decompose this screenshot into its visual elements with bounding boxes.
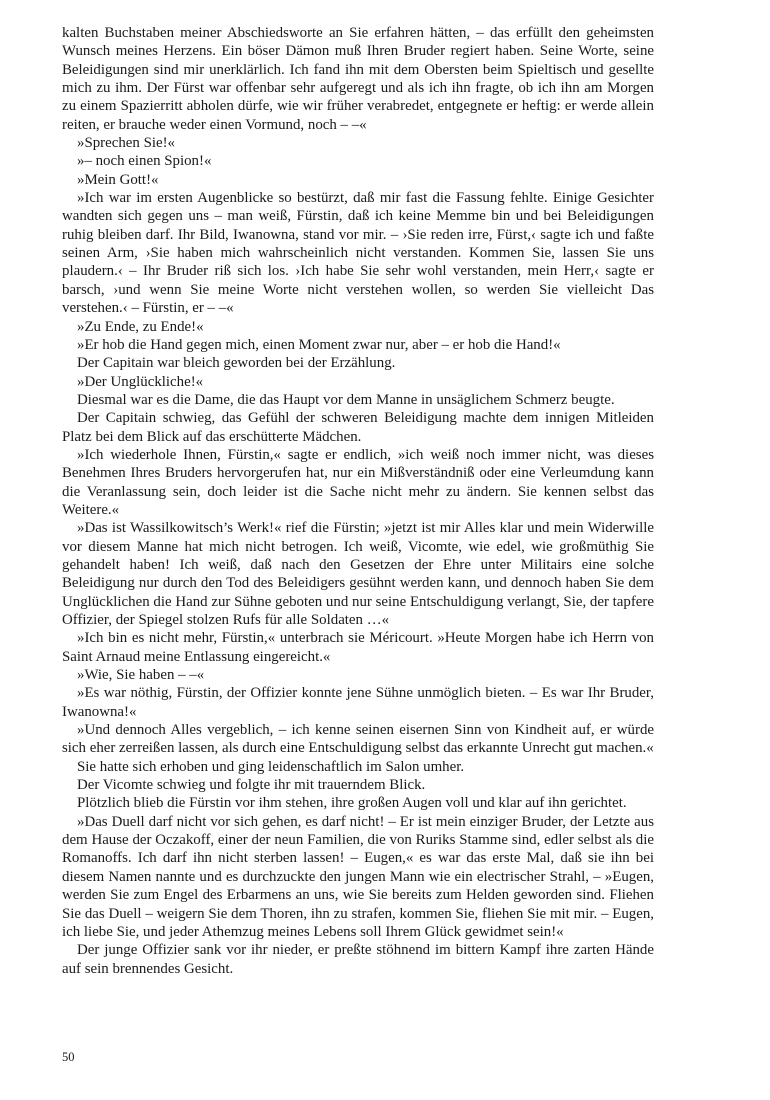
paragraph: »Zu Ende, zu Ende!« bbox=[77, 318, 204, 335]
paragraph: Sie hatte sich erhoben und ging leidenschaftlich im Salon umher. bbox=[77, 758, 465, 775]
paragraph: »Das Duell darf nicht vor sich gehen, es darf nicht! – Er ist mein einziger Bruder, der Letzte aus dem Hause der Oczakoff, einer der neun Familien, die von Ruriks Stamme sind, edler selbst als die Romanoffs. Ich darf ihn nicht sterben lassen! – Eugen,« es war das erste Mal, daß sie ihn bei diesem Namen nannte und es durchzuckte den jungen Mann wie ein electrischer Strahl, – »Eugen, werden Sie zum Engel des Erbarmens an uns, wie Sie bereits zum Helden geworden sind. Fliehen Sie das Duell – weigern Sie dem Thoren, ihn zu strafen, kommen Sie, fliehen Sie mit mir. – Eugen, ich liebe Sie, und jeder Athemzug meines Lebens soll Ihrem Glück gewidmet sein!« bbox=[62, 813, 654, 940]
paragraph: »Und dennoch Alles vergeblich, – ich kenne seinen eisernen Sinn von Kindheit auf, er würde sich eher zerreißen lassen, als durch eine Entschuldigung selbst das erkannte Unrecht gut machen.« bbox=[62, 722, 654, 757]
paragraph: »Es war nöthig, Fürstin, der Offizier konnte jene Sühne unmöglich bieten. – Es war Ihr Bruder, Iwanowna!« bbox=[62, 685, 654, 720]
paragraph: »– noch einen Spion!« bbox=[77, 153, 212, 170]
page-body bbox=[62, 24, 654, 978]
paragraph: Der Capitain schwieg, das Gefühl der schweren Beleidigung machte dem innigen Mitleiden Platz bei dem Blick auf das erschütterte Mädchen. bbox=[62, 410, 654, 445]
paragraph: »Ich wiederhole Ihnen, Fürstin,« sagte er endlich, »ich weiß noch immer nicht, was dieses Benehmen Ihres Bruders hervorgerufen hat, nur ein Mißverständniß oder eine Verleumdung kann die Veranlassung sein, doch leider ist die Sache nicht mehr zu ändern. Sie kennen selbst das Weitere.« bbox=[62, 446, 654, 518]
paragraph: Der Capitain war bleich geworden bei der Erzählung. bbox=[77, 355, 396, 372]
paragraph: »Wie, Sie haben – –« bbox=[77, 667, 205, 684]
paragraph: »Ich bin es nicht mehr, Fürstin,« unterbrach sie Méricourt. »Heute Morgen habe ich Herrn von Saint Arnaud meine Entlassung eingereicht.« bbox=[62, 630, 654, 665]
paragraph: »Das ist Wassilkowitsch’s Werk!« rief die Fürstin; »jetzt ist mir Alles klar und mein Widerwille vor diesem Manne hat mich nicht betrogen. Ich weiß, Vicomte, wie edel, wie großmüthig Sie gehandelt haben! Ich weiß, daß nach den Gesetzen der Ehre unter Militairs eine solche Beleidigung nur durch den Tod des Beleidigers gesühnt werden kann, und dennoch haben Sie dem Unglücklichen die Hand zur Sühne geboten und nur seine Entschuldigung verlangt, Sie, der tapfere Offizier, der Spiegel stolzen Rufs für alle Soldaten …« bbox=[62, 520, 654, 628]
paragraph: Der junge Offizier sank vor ihr nieder, er preßte stöhnend im bittern Kampf ihre zarten Hände auf sein brennendes Gesicht. bbox=[62, 942, 654, 977]
page-number: 50 bbox=[62, 1050, 75, 1064]
paragraph: »Ich war im ersten Augenblicke so bestürzt, daß mir fast die Fassung fehlte. Einige Gesichter wandten sich gegen uns – man weiß, Fürstin, daß ich keine Memme bin und bei Beleidigungen ruhig bleiben darf. Ihr Bild, Iwanowna, stand vor mir. – ›Sie reden irre, Fürst,‹ sagte ich und faßte seinen Arm, ›Sie haben mich wahrscheinlich nicht verstanden. Kommen Sie, lassen Sie uns plaudern.‹ – Ihr Bruder riß sich los. ›Ich habe Sie sehr wohl verstanden, mein Herr,‹ sagte er barsch, ›und wenn Sie meine Worte nicht verstehen wollen, so werden Sie vielleicht Das verstehen.‹ – Fürstin, er – –« bbox=[62, 190, 654, 317]
paragraph: Plötzlich blieb die Fürstin vor ihm stehen, ihre großen Augen voll und klar auf ihn gerichtet. bbox=[77, 795, 627, 812]
paragraph: »Der Unglückliche!« bbox=[77, 373, 204, 390]
paragraph: »Mein Gott!« bbox=[77, 171, 159, 188]
paragraph: Diesmal war es die Dame, die das Haupt vor dem Manne in unsäglichem Schmerz beugte. bbox=[77, 391, 615, 408]
paragraph: Der Vicomte schwieg und folgte ihr mit trauerndem Blick. bbox=[77, 777, 426, 794]
paragraph: kalten Buchstaben meiner Abschiedsworte an Sie erfahren hätten, – das erfüllt den geheimsten Wunsch meines Herzens. Ein böser Dämon muß Ihren Bruder regiert haben. Seine Worte, seine Beleidigungen sind mir unerklärlich. Ich fand ihn mit dem Obersten beim Spieltisch und gesellte mich zu ihm. Der Fürst war offenbar sehr aufgeregt und als ich ihn fragte, ob ich ihn am Morgen zu einem Spazierritt abholen dürfe, wie wir früher verabredet, entgegnete er heftig: er werde allein reiten, er brauche weder einen Vormund, noch – –« bbox=[62, 25, 654, 133]
paragraph: »Er hob die Hand gegen mich, einen Moment zwar nur, aber – er hob die Hand!« bbox=[77, 336, 561, 353]
paragraph: »Sprechen Sie!« bbox=[77, 135, 176, 152]
